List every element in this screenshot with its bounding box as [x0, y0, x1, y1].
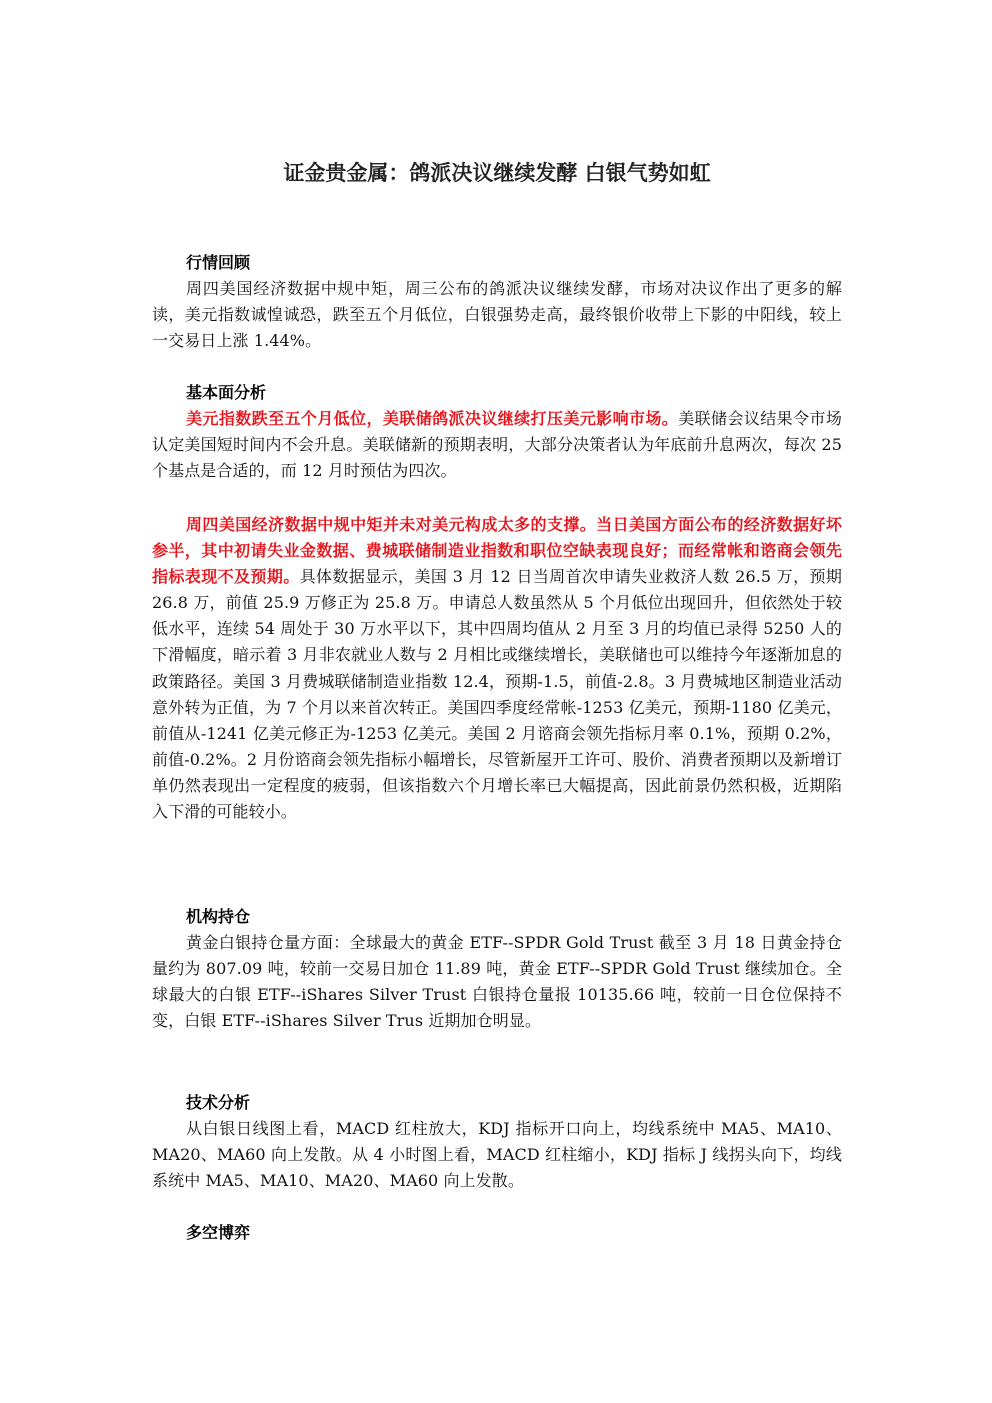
section-heading: 机构持仓 — [186, 907, 251, 926]
body-text: 美联储会议结果令市场认定美国短时间内不会升息。美联储新的预期表明，大部分决策者认为年底前升息两次，每次 25 个基点是合适的，而 12 月时预估为四次。 — [152, 409, 842, 481]
section-institutional — [152, 904, 842, 1034]
section-game — [152, 1220, 842, 1246]
body-text: 具体数据显示，美国 3 月 12 日当周首次申请失业救济人数 26.5 万，预期 26.8 万，前值 25.9 万修正为 25.8 万。申请总人数虽然从 5 个月低位出现回升，但依然处于较低水平，连续 54 周处于 30 万水平以下，其中四周均值从 2 月至 3 月的均值已录得 5250 人的下滑幅度，暗示着 3 月非农就业人数与 2 月相比或继续增长，美联储也可以维持今年逐渐加息的政策路径。美国 3 月费城联储制造业指数 12.4，预期-1.5，前值-2.8。3 月费城地区制造业活动意外转为正值，为 7 个月以来首次转正。美国四季度经常帐-1253 亿美元，预期-1180 亿美元，前值从-1241 亿美元修正为-1253 亿美元。美国 2 月谘商会领先指标月率 0.1%，预期 0.2%，前值-0.2%。2 月份谘商会领先指标小幅增长，尽管新屋开工许可、股价、消费者预期以及新增订单仍然表现出一定程度的疲弱，但该指数六个月增长率已大幅提高，因此前景仍然积极，近期陷入下滑的可能较小。 — [152, 567, 842, 822]
section-heading: 技术分析 — [186, 1093, 251, 1112]
page-title: 证金贵金属：鸽派决议继续发酵 白银气势如虹 — [283, 160, 711, 185]
paragraph: 周四美国经济数据中规中矩，周三公布的鸽派决议继续发酵，市场对决议作出了更多的解读，美元指数诚惶诚恐，跌至五个月低位，白银强势走高，最终银价收带上下影的中阳线，较上一交易日上涨 1.44%。 — [152, 279, 842, 351]
section-heading: 基本面分析 — [186, 383, 267, 402]
paragraph: 黄金白银持仓量方面：全球最大的黄金 ETF--SPDR Gold Trust 截至 3 月 18 日黄金持仓量约为 807.09 吨，较前一交易日加仓 11.89 吨，黄金 ETF--SPDR Gold Trust 继续加仓。全球最大的白银 ETF--iShares Silver Trust 白银持仓量报 10135.66 吨，较前一日仓位保持不变，白银 ETF--iShares Silver Trus 近期加仓明显。 — [152, 933, 842, 1031]
section-fundamental-2 — [152, 512, 842, 825]
section-heading: 多空博弈 — [186, 1223, 251, 1242]
paragraph — [152, 512, 842, 825]
section-technical — [152, 1090, 842, 1194]
paragraph — [152, 406, 842, 484]
paragraph: 从白银日线图上看，MACD 红柱放大，KDJ 指标开口向上，均线系统中 MA5、MA10、MA20、MA60 向上发散。从 4 小时图上看，MACD 红柱缩小，KDJ 指标 J 线拐头向下，均线系统中 MA5、MA10、MA20、MA60 向上发散。 — [152, 1119, 842, 1191]
highlight-text: 周四美国经济数据中规中矩并未对美元构成太多的支撑。当日美国方面公布的经济数据好坏参半，其中初请失业金数据、费城联储制造业指数和职位空缺表现良好；而经常帐和谘商会领先指标表现不及预期。 — [152, 515, 842, 587]
section-fundamental — [152, 380, 842, 484]
section-market-review — [152, 250, 842, 354]
highlight-text: 美元指数跌至五个月低位，美联储鸽派决议继续打压美元影响市场。 — [186, 409, 679, 428]
section-heading: 行情回顾 — [186, 253, 251, 272]
